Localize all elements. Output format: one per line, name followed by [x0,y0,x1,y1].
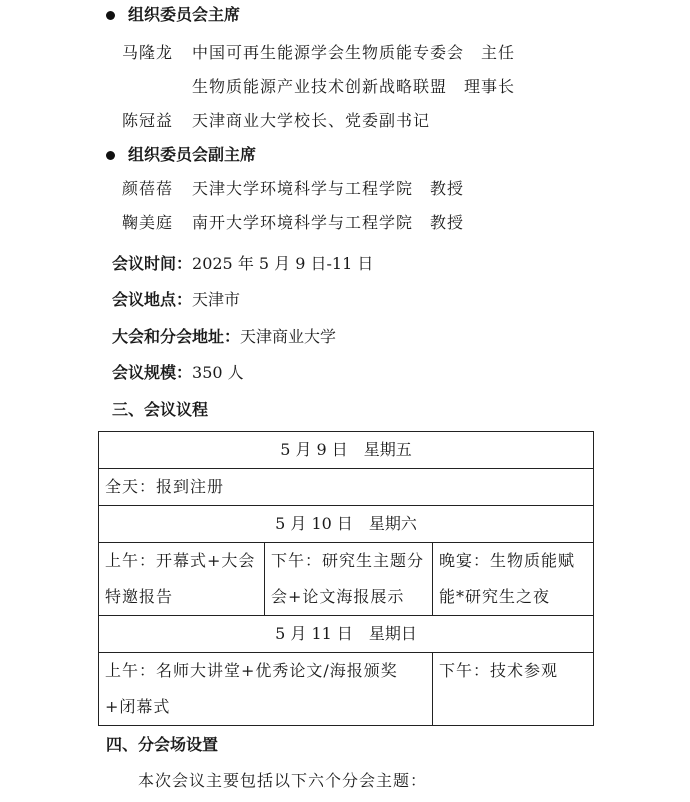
chair-name: 陈冠益 [122,111,174,130]
chair-title: 中国可再生能源学会生物质能专委会 主任 [192,43,516,62]
day-date: 5 月 11 日 星期日 [99,616,594,653]
agenda-cell: 上午：名师大讲堂+优秀论文/海报颁奖+闭幕式 [99,653,433,726]
table-row [99,506,594,543]
day-date: 5 月 10 日 星期六 [99,506,594,543]
table-row [99,653,594,726]
info-label: 会议地点： [112,290,193,309]
info-label: 会议时间： [112,254,193,273]
agenda-cell: 全天：报到注册 [99,469,594,506]
info-value: 天津商业大学 [240,327,337,346]
sessions-heading: 四、分会场设置 [106,735,219,754]
bullet-icon [106,11,115,20]
chair-heading: 组织委员会主席 [128,5,241,24]
vice-chair-name: 鞠美庭 [122,213,174,232]
chair-title: 天津商业大学校长、党委副书记 [192,111,431,130]
day-date: 5 月 9 日 星期五 [99,432,594,469]
info-label: 会议规模： [112,363,193,382]
agenda-heading: 三、会议议程 [112,400,209,419]
schedule-table [98,431,594,726]
table-row [99,616,594,653]
vice-chair-heading: 组织委员会副主席 [128,145,257,164]
table-row [99,543,594,616]
agenda-cell: 晚宴：生物质能赋能*研究生之夜 [433,543,594,616]
chair-name: 马隆龙 [122,43,174,62]
info-value: 2025 年 5 月 9 日-11 日 [192,254,374,273]
chair-title: 生物质能源产业技术创新战略联盟 理事长 [192,77,516,96]
info-row [112,363,244,383]
vice-chair-title: 天津大学环境科学与工程学院 教授 [192,179,465,198]
table-row [99,469,594,506]
table-row [99,432,594,469]
info-label: 大会和分会地址： [112,327,241,346]
info-row [112,290,240,310]
bullet-icon [106,151,115,160]
info-value: 天津市 [192,290,241,309]
vice-chair-title: 南开大学环境科学与工程学院 教授 [192,213,465,232]
info-row [112,254,373,274]
sessions-intro: 本次会议主要包括以下六个分会主题： [138,771,428,790]
agenda-cell: 下午：研究生主题分会+论文海报展示 [265,543,433,616]
agenda-cell: 下午：技术参观 [433,653,594,726]
vice-chair-name: 颜蓓蓓 [122,179,174,198]
agenda-cell: 上午：开幕式+大会特邀报告 [99,543,265,616]
info-row [112,327,336,347]
info-value: 350 人 [192,363,244,382]
